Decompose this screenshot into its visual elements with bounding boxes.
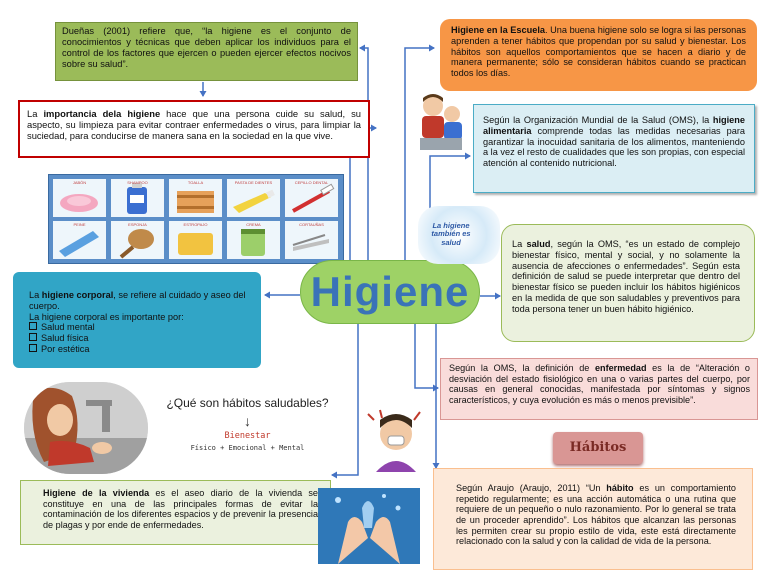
escuela-bold: Higiene en la Escuela xyxy=(451,25,546,35)
checkbox-icon xyxy=(29,344,37,352)
sick-person-illustration xyxy=(362,406,430,472)
list-item-label: Salud física xyxy=(41,333,89,344)
product-towel xyxy=(169,179,222,217)
connector-enfermedad xyxy=(415,318,438,388)
corporal-lead xyxy=(29,290,249,312)
habits-components: Físico + Emocional + Mental xyxy=(190,444,305,452)
list-item-label: Salud mental xyxy=(41,322,95,333)
corporal-post: , se refiere al cuidado y aseo del cuerpo. xyxy=(29,290,246,311)
enfermedad-pre: Según la OMS, la definición de xyxy=(449,363,595,373)
salud-post: , según la OMS, “es un estado de complejo bienestar físico, mental y social, y no solamente la ausencia de afecciones o enfermedades”. Según esta definición de salud se puede interpretar que dentro del bienestar físico se pueden incluir los hábitos higiénicos en la medida de que son saludables y preventivos para toda persona tener un buen hábito higiénico. xyxy=(512,239,740,314)
importancia-pre: La xyxy=(27,108,44,119)
corporal-list xyxy=(29,322,249,354)
center-topic xyxy=(300,260,480,324)
product-hairbrush xyxy=(111,221,164,259)
product-label: ESTROPAJO xyxy=(183,222,208,227)
alimentaria-box xyxy=(473,104,755,193)
list-item xyxy=(29,344,249,355)
handwashing-water-picture xyxy=(318,488,420,564)
salud-pre: La xyxy=(512,239,527,249)
habits-bienestar: Bienestar xyxy=(224,431,271,441)
product-shampoo xyxy=(111,179,164,217)
handwashing-girl-illustration xyxy=(24,382,148,474)
kids-handwashing-illustration xyxy=(416,92,466,152)
enfermedad-box xyxy=(440,358,758,420)
product-label: PASTA DE DIENTES xyxy=(234,180,273,185)
importancia-box xyxy=(18,100,370,158)
product-soap xyxy=(53,179,106,217)
hygiene-products-grid xyxy=(48,174,344,264)
product-label: JABÓN xyxy=(72,180,87,185)
escuela-post: . Una buena higiene solo se logra si las personas aprenden a tener hábitos que propendan por su salud y bienestar. Los hábitos son aquellos comportamientos que se hacen a diario y de manera permanente; sólo se consideran hábitos cuando se practican todos los días. xyxy=(451,25,746,79)
alimentaria-post: comprende todas las medidas necesarias para garantizar la inocuidad sanitaria de los alimentos, manteniendo a la vez el resto de cualidades que les son propias, con especial atención al contenido nutricional. xyxy=(483,125,746,169)
product-label: CREMA xyxy=(246,222,261,227)
product-label: TOALLA xyxy=(187,180,204,185)
checkbox-icon xyxy=(29,322,37,330)
alimentaria-pre: Según la Organización Mundial de la Salud (OMS), la xyxy=(483,115,713,125)
product-comb xyxy=(53,221,106,259)
hygiene-health-sticker xyxy=(418,206,500,264)
enfermedad-post: es la de “Alteración o desviación del estado fisiológico en una o varias partes del cuerpo, por causas en general conocidas, manifestada por síntomas y signos característicos, y cuya evolución es más o menos previsible”. xyxy=(449,363,750,405)
list-item-label: Por estética xyxy=(41,343,90,354)
vivienda-post: es el aseo diario de la vivienda se constituye en una de las principales formas de evitar la contaminación de los diferentes espacios y de prevenir la presencia de plagas y por ende de enfermedades. xyxy=(43,488,318,530)
corporal-pre: La xyxy=(29,290,42,300)
corporal-line2: La higiene corporal es importante por: xyxy=(29,311,184,322)
habits-question: ¿Qué son hábitos saludables? xyxy=(166,396,329,410)
product-label: CEPILLO DENTAL xyxy=(294,180,329,185)
salud-box xyxy=(501,224,755,342)
habits-arrow: ↓ xyxy=(244,413,251,429)
corporal-bold: higiene corporal xyxy=(41,290,114,300)
escuela-box xyxy=(440,19,757,91)
duenas-definition-box xyxy=(55,22,358,81)
enfermedad-bold: enfermedad xyxy=(594,363,647,373)
vivienda-box xyxy=(20,480,331,545)
habito-pre: Según Araujo (Araujo, 2011) “Un xyxy=(456,483,607,493)
product-sponge xyxy=(169,221,222,259)
habito-bold: hábito xyxy=(606,483,634,493)
product-toothbrush xyxy=(285,179,338,217)
product-label: CORTAUÑAS xyxy=(299,222,324,227)
product-nailclipper xyxy=(285,221,338,259)
habitos-badge-text: Hábitos xyxy=(569,440,627,455)
vivienda-bold: Higiene de la vivienda xyxy=(43,488,150,498)
list-item xyxy=(29,333,249,344)
corporal-box xyxy=(13,272,261,368)
habito-box xyxy=(433,468,753,570)
list-item xyxy=(29,322,249,333)
checkbox-icon xyxy=(29,333,37,341)
salud-bold: salud xyxy=(526,239,551,249)
sticker-text: La higiene también es salud xyxy=(431,221,471,247)
duenas-text: Dueñas (2001) refiere que, “la higiene es el conjunto de conocimientos y técnicas que deben aplicar los individuos para el control de los factores que ejercen o pueden ejercer efectos nocivos sobre su salud”. xyxy=(62,26,351,69)
product-toothpaste xyxy=(227,179,280,217)
product-label: SHAMPOO xyxy=(127,180,148,185)
importancia-post: hace que una persona cuide su salud, su aspecto, su limpieza para evitar contraer enfermedades o virus, para limpiar la suciedad, para conducirse de manera sana en la sociedad en la que vive. xyxy=(27,108,361,141)
alimentaria-bold: higiene alimentaria xyxy=(483,115,745,136)
habitos-badge xyxy=(553,432,643,464)
healthy-habits-panel xyxy=(150,388,345,466)
product-label: PEINE xyxy=(73,222,86,227)
product-cream xyxy=(227,221,280,259)
center-title: Higiene xyxy=(310,268,470,315)
importancia-bold: importancia dela higiene xyxy=(43,108,161,119)
habito-post: es un comportamiento repetido regularmente; es una acción automática o una rutina que requiere de un pequeño o nulo razonamiento. Por lo general se trata de un proceder aprendido”. Los hábitos que alcanzan las personas les permiten crear su propio estilo de vida, este está directamente relacionado con la salud y con la calidad de vida de la persona. xyxy=(456,483,736,547)
product-label: ESPONJA xyxy=(128,222,147,227)
